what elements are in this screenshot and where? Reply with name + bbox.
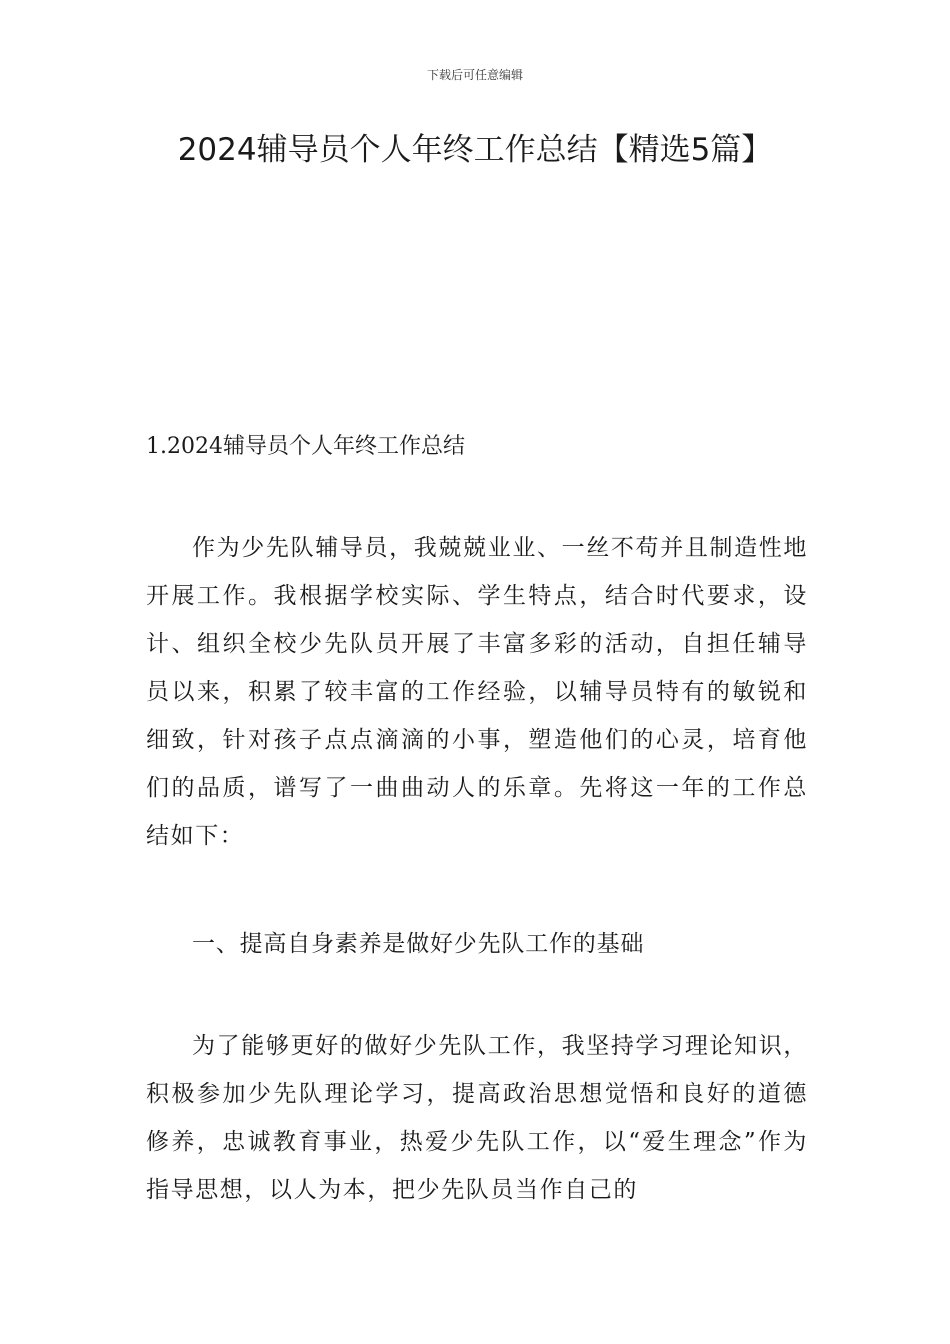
document-title: 2024辅导员个人年终工作总结【精选5篇】 xyxy=(177,132,773,168)
sub-heading: 一、提高自身素养是做好少先队工作的基础 xyxy=(192,931,645,957)
body-paragraph-1: 作为少先队辅导员，我兢兢业业、一丝不苟并且制造性地开展工作。我根据学校实际、学生特点，结合时代要求，设计、组织全校少先队员开展了丰富多彩的活动，自担任辅导员以来，积累了较丰富的工作经验，以辅导员特有的敏锐和细致，针对孩子点点滴滴的小事，塑造他们的心灵，培育他们的品质，谱写了一曲曲动人的乐章。先将这一年的工作总结如下： xyxy=(146,535,808,849)
body-paragraph-2: 为了能够更好的做好少先队工作，我坚持学习理论知识，积极参加少先队理论学习，提高政治思想觉悟和良好的道德修养，忠诚教育事业，热爱少先队工作，以“爱生理念”作为指导思想，以人为本，把少先队员当作自己的 xyxy=(146,1033,808,1203)
page-header-note: 下载后可任意编辑 xyxy=(426,68,523,82)
section-heading: 1.2024辅导员个人年终工作总结 xyxy=(146,434,465,459)
